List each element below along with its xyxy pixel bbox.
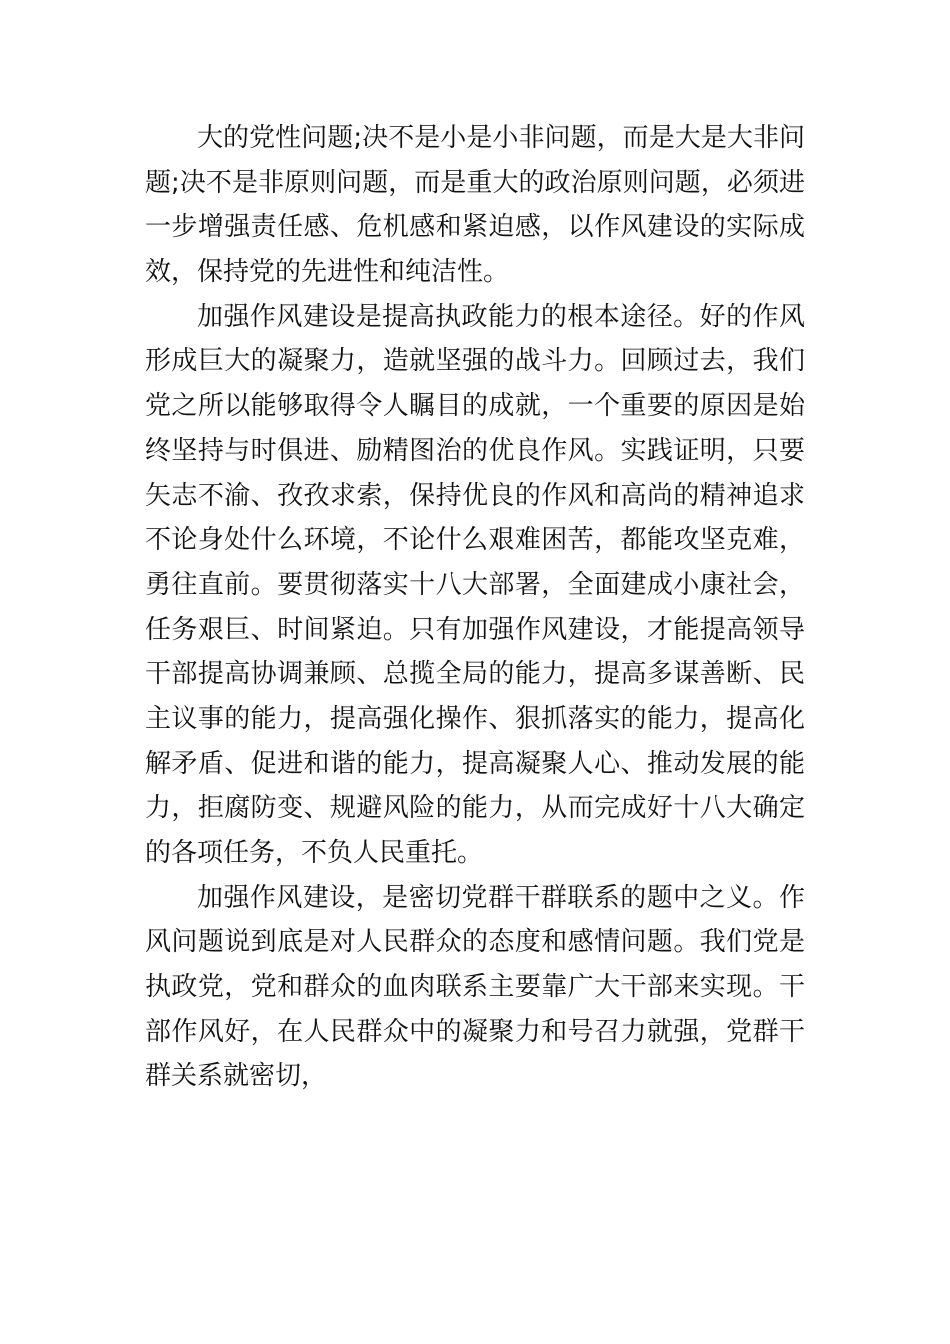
text-line: 力，拒腐防变、规避风险的能力，从而完成好十八大确定 (145, 793, 805, 824)
text-line: 部作风好，在人民群众中的凝聚力和号召力就强，党群干 (145, 1016, 805, 1047)
text-line: 形成巨大的凝聚力，造就坚强的战斗力。回顾过去，我们 (145, 346, 805, 377)
text-line: 解矛盾、促进和谐的能力，提高凝聚人心、推动发展的能 (145, 748, 805, 779)
text-line: 执政党，党和群众的血肉联系主要靠广大干部来实现。干 (145, 972, 805, 1003)
text-line: 干部提高协调兼顾、总揽全局的能力，提高多谋善断、民 (145, 659, 805, 690)
text-line: 任务艰巨、时间紧迫。只有加强作风建设，才能提高领导 (145, 614, 805, 645)
text-line: 终坚持与时俱进、励精图治的优良作风。实践证明，只要 (145, 435, 805, 466)
text-line: 加强作风建设，是密切党群干群联系的题中之义。作 (197, 882, 805, 913)
paragraph (145, 876, 805, 1099)
text-line: 党之所以能够取得令人瞩目的成就，一个重要的原因是始 (145, 391, 805, 422)
text-line: 题;决不是非原则问题，而是重大的政治原则问题，必须进 (145, 167, 805, 198)
text-line: 的各项任务，不负人民重托。 (145, 838, 484, 868)
text-line: 矢志不渝、孜孜求索，保持优良的作风和高尚的精神追求 (145, 480, 805, 511)
text-line: 勇往直前。要贯彻落实十八大部署，全面建成小康社会， (145, 569, 805, 600)
document-body (145, 116, 805, 1099)
text-line: 大的党性问题;决不是小是小非问题，而是大是大非问 (197, 123, 805, 153)
text-line: 效，保持党的先进性和纯洁性。 (145, 257, 510, 288)
paragraph (145, 116, 805, 295)
text-line: 加强作风建设是提高执政能力的根本途径。好的作风 (197, 301, 805, 332)
text-line: 不论身处什么环境，不论什么艰难困苦，都能攻坚克难， (145, 525, 805, 556)
paragraph (145, 295, 805, 876)
text-line: 风问题说到底是对人民群众的态度和感情问题。我们党是 (145, 927, 805, 958)
text-line: 群关系就密切， (145, 1061, 328, 1092)
text-line: 一步增强责任感、危机感和紧迫感，以作风建设的实际成 (145, 212, 805, 243)
text-line: 主议事的能力，提高强化操作、狠抓落实的能力，提高化 (145, 703, 805, 734)
